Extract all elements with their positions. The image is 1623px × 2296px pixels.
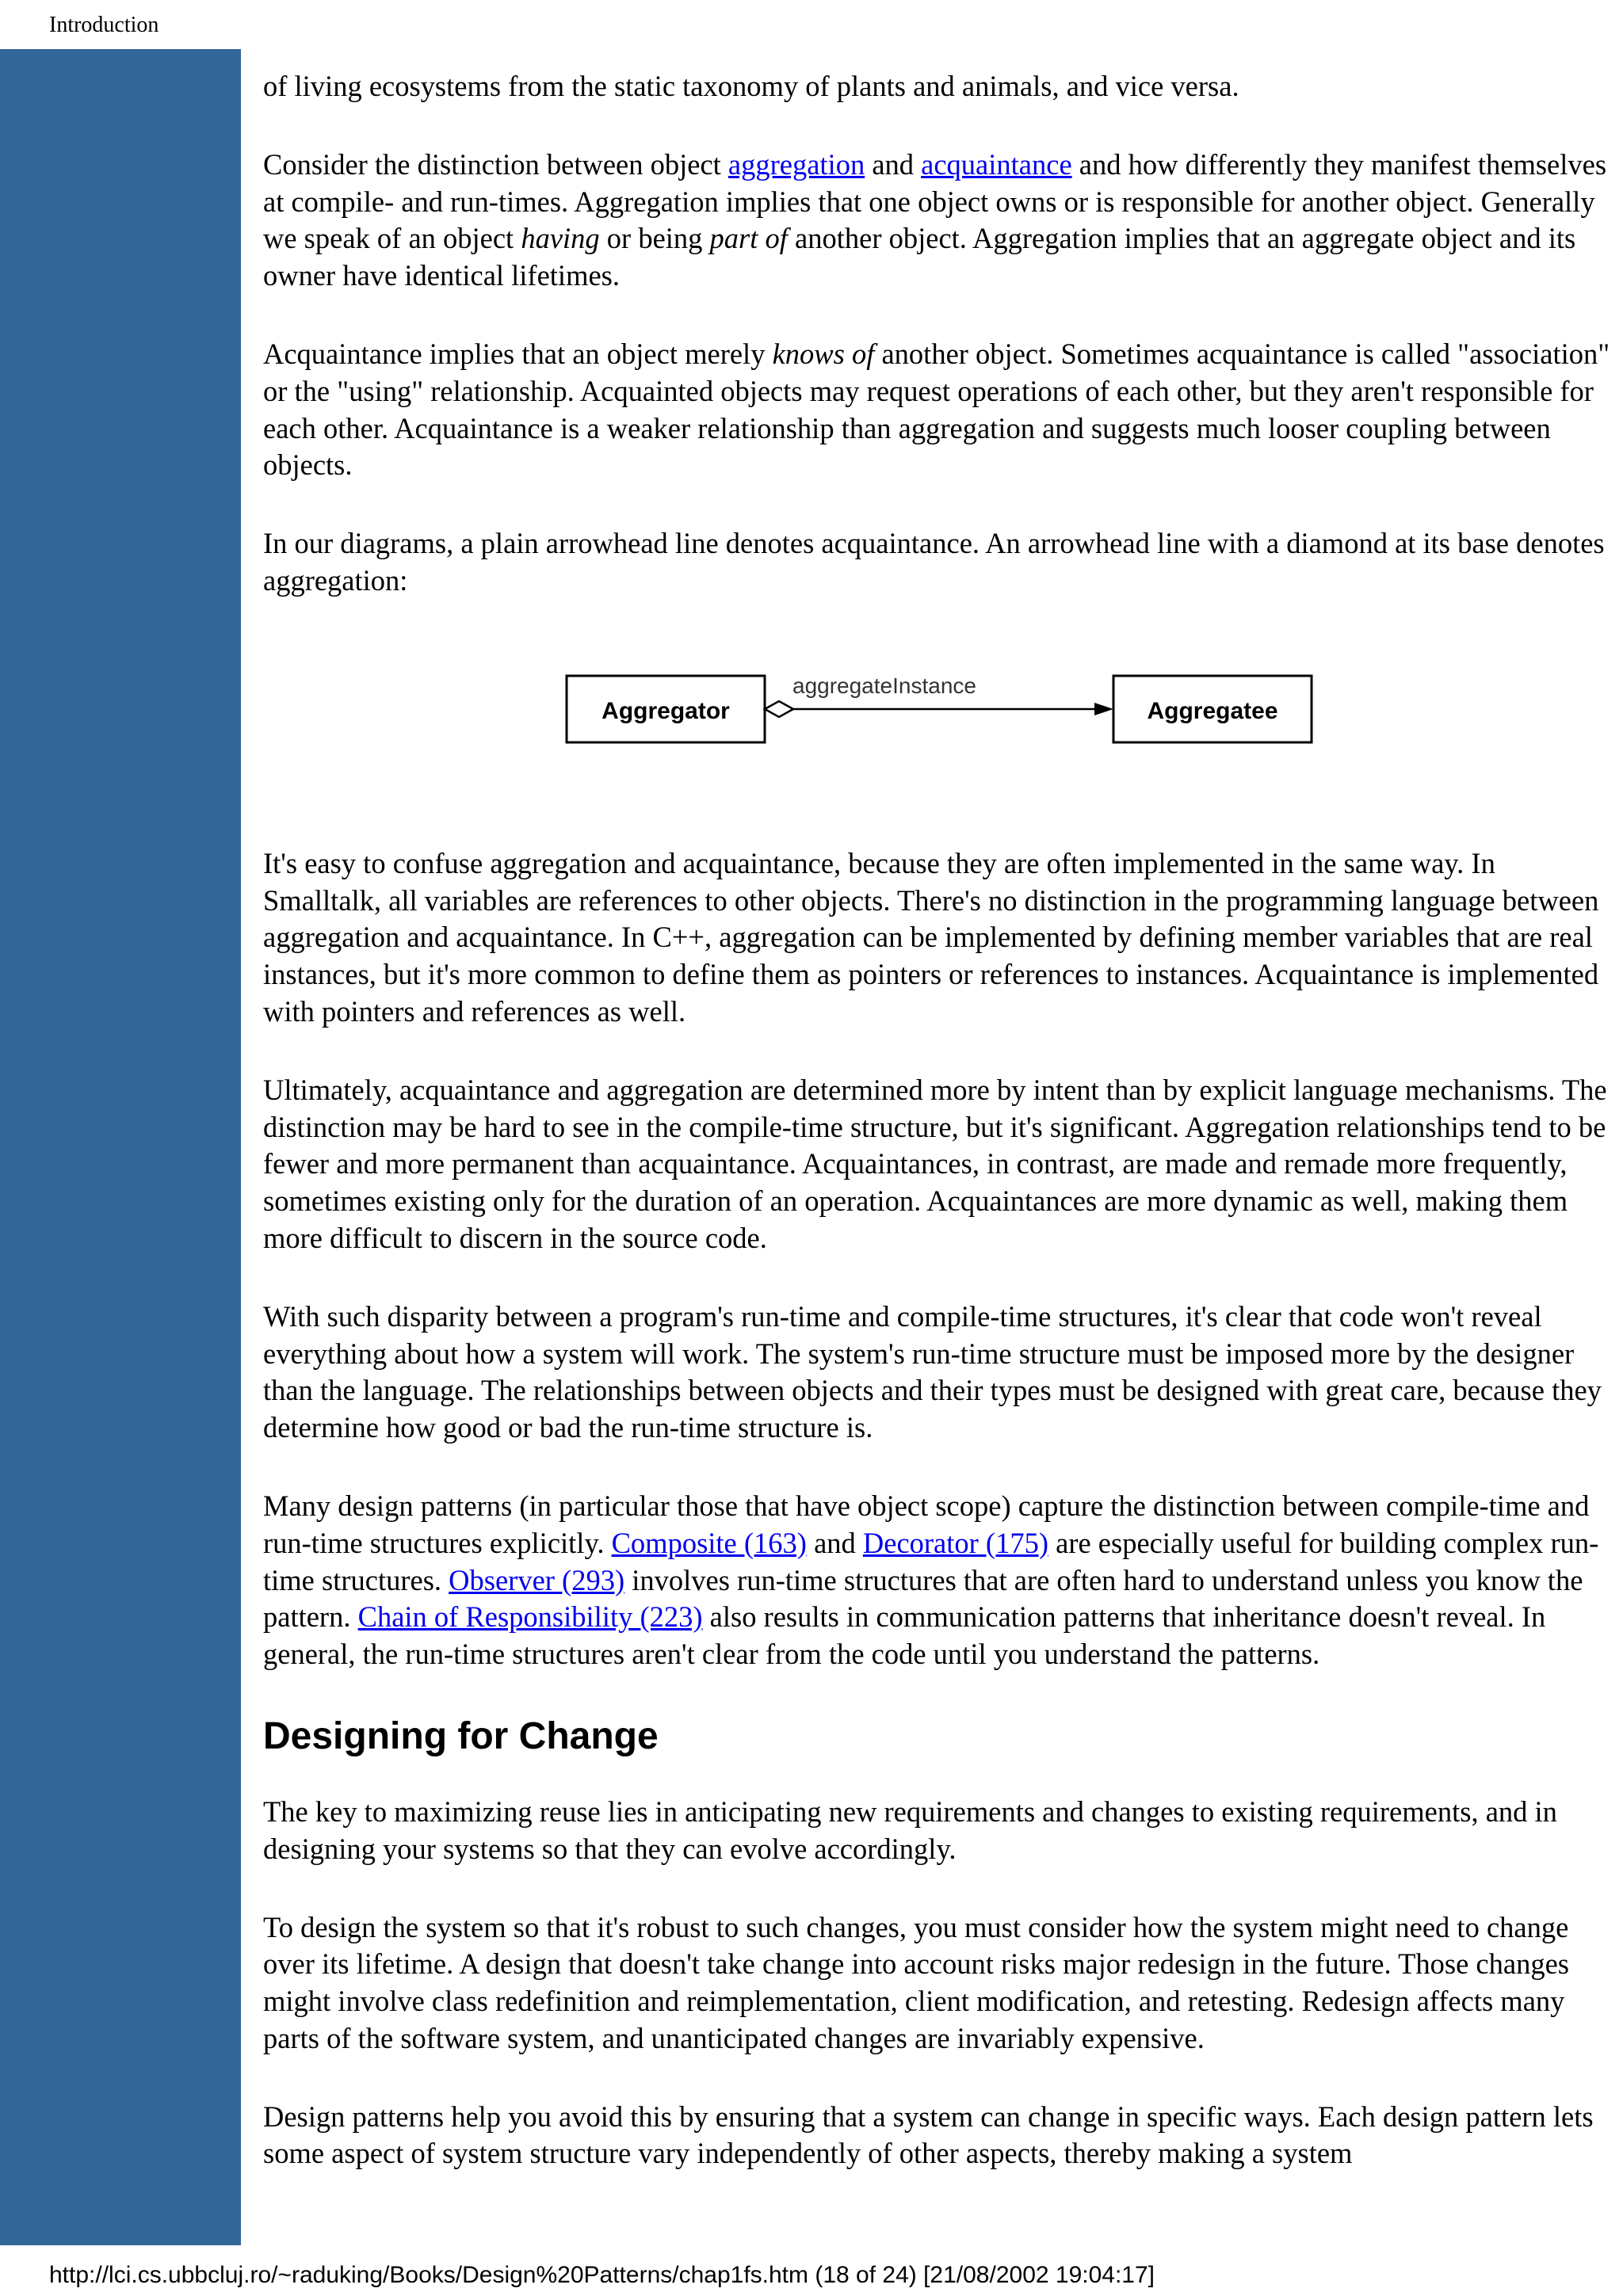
section-heading: Designing for Change — [263, 1714, 659, 1757]
paragraph-ecosystems: of living ecosystems from the static taxonomy of plants and animals, and vice versa. — [263, 70, 1239, 102]
paragraph-aggregation-acquaintance — [263, 147, 1610, 295]
link-composite[interactable]: Composite (163) — [611, 1526, 807, 1559]
aggregation-diamond — [765, 701, 793, 717]
link-chain-of-responsibility[interactable]: Chain of Responsibility (223) — [357, 1600, 703, 1634]
left-sidebar-bar — [0, 49, 241, 2245]
text-run: are especially useful for building complex run-time structures. — [263, 1526, 1599, 1596]
emphasis-having: having — [521, 222, 600, 255]
paragraph-maximizing-reuse: The key to maximizing reuse lies in anticipating new requirements and changes to existing requirements, and in designing your systems so that they can evolve accordingly. — [263, 1794, 1557, 1865]
paragraph-disparity: With such disparity between a program's run-time and compile-time structures, it's clear that code won't reveal everything about how a system will work. The system's run-time structure must be imposed more by the designer than the language. The relationships between objects and their types must be designed with great care, because they determine how good or bad the run-time structure is. — [263, 1299, 1602, 1444]
text-run: Consider the distinction between object — [263, 147, 728, 181]
link-observer[interactable]: Observer (293) — [449, 1563, 625, 1596]
paragraph-avoid-redesign: Design patterns help you avoid this by ensuring that a system can change in specific ways. Each design pattern lets some aspect of system structure vary independently of other aspects, thereby making a system — [263, 2100, 1594, 2170]
text-run: Many design patterns (in particular those that have object scope) capture the distinction between compile-time and run-time structures explicitly. — [263, 1489, 1590, 1559]
text-run: another object. Aggregation implies that an aggregate object and its owner have identical lifetimes. — [263, 222, 1576, 292]
paragraph-acquaintance — [263, 336, 1610, 484]
association-label: aggregateInstance — [792, 673, 976, 698]
arrowhead — [1094, 703, 1113, 715]
main-content — [263, 68, 1610, 2214]
aggregation-diagram-svg — [263, 641, 1610, 804]
text-run: and — [806, 1526, 863, 1559]
aggregatee-class-name: Aggregatee — [1147, 697, 1278, 724]
text-run: and — [865, 147, 922, 181]
text-run: and how differently they manifest themselves at compile- and run-times. Aggregation implies that one object owns or is responsible for another object. Generally we speak of an object — [263, 147, 1607, 255]
page-header-title: Introduction — [49, 13, 159, 37]
paragraph-ultimately: Ultimately, acquaintance and aggregation are determined more by intent than by explicit language mechanisms. The distinction may be hard to see in the compile-time structure, but it's significant. Aggregation relationships tend to be fewer and more permanent than acquaintance. Acquaintances, in contrast, are made and remade more frequently, sometimes existing only for the duration of an operation. Acquaintances are more dynamic as well, making them more difficult to discern in the source code. — [263, 1073, 1607, 1254]
paragraph-design-patterns-structures — [263, 1488, 1610, 1673]
aggregator-class-name: Aggregator — [601, 697, 730, 724]
text-run: involves run-time structures that are often hard to understand unless you know the pattern. — [263, 1563, 1583, 1634]
emphasis-part-of: part of — [709, 222, 788, 255]
footer-url: http://lci.cs.ubbcluj.ro/~raduking/Books/Design%20Patterns/chap1fs.htm (18 of 24) [21/08/2002 19:04:17] — [49, 2262, 1155, 2288]
paragraph-easy-to-confuse: It's easy to confuse aggregation and acquaintance, because they are often implemented in the same way. In Smalltalk, all variables are references to other objects. There's no distinction in the programming language between aggregation and acquaintance. In C++, aggregation can be implemented by defining member variables that are real instances, but it's more common to define them as pointers or references to instances. Acquaintance is implemented with pointers and references as well. — [263, 846, 1599, 1028]
paragraph-robust-to-changes: To design the system so that it's robust to such changes, you must consider how the system might need to change over its lifetime. A design that doesn't take change into account risks major redesign in the future. Those changes might involve class redefinition and reimplementation, client modification, and retesting. Redesign affects many parts of the software system, and unanticipated changes are invariably expensive. — [263, 1910, 1569, 2054]
link-decorator[interactable]: Decorator (175) — [862, 1526, 1048, 1559]
link-aggregation[interactable]: aggregation — [727, 147, 865, 181]
text-run: Acquaintance implies that an object merely — [263, 337, 773, 370]
text-run: also results in communication patterns that inheritance doesn't reveal. In general, the run-time structures aren't clear from the code until you understand the patterns. — [263, 1600, 1546, 1671]
link-acquaintance[interactable]: acquaintance — [921, 147, 1072, 181]
text-run: or being — [599, 222, 710, 255]
aggregation-diagram — [263, 641, 1610, 804]
paragraph-diagram-notation: In our diagrams, a plain arrowhead line denotes acquaintance. An arrowhead line with a diamond at its base denotes aggregation: — [263, 527, 1605, 597]
emphasis-knows-of: knows of — [772, 337, 875, 370]
text-run: another object. Sometimes acquaintance is called "association" or the "using" relationship. Acquainted objects may request operations of each other, but they aren't responsible for each other. Acquaintance is a weaker relationship than aggregation and suggests much looser coupling between objects. — [263, 337, 1610, 482]
